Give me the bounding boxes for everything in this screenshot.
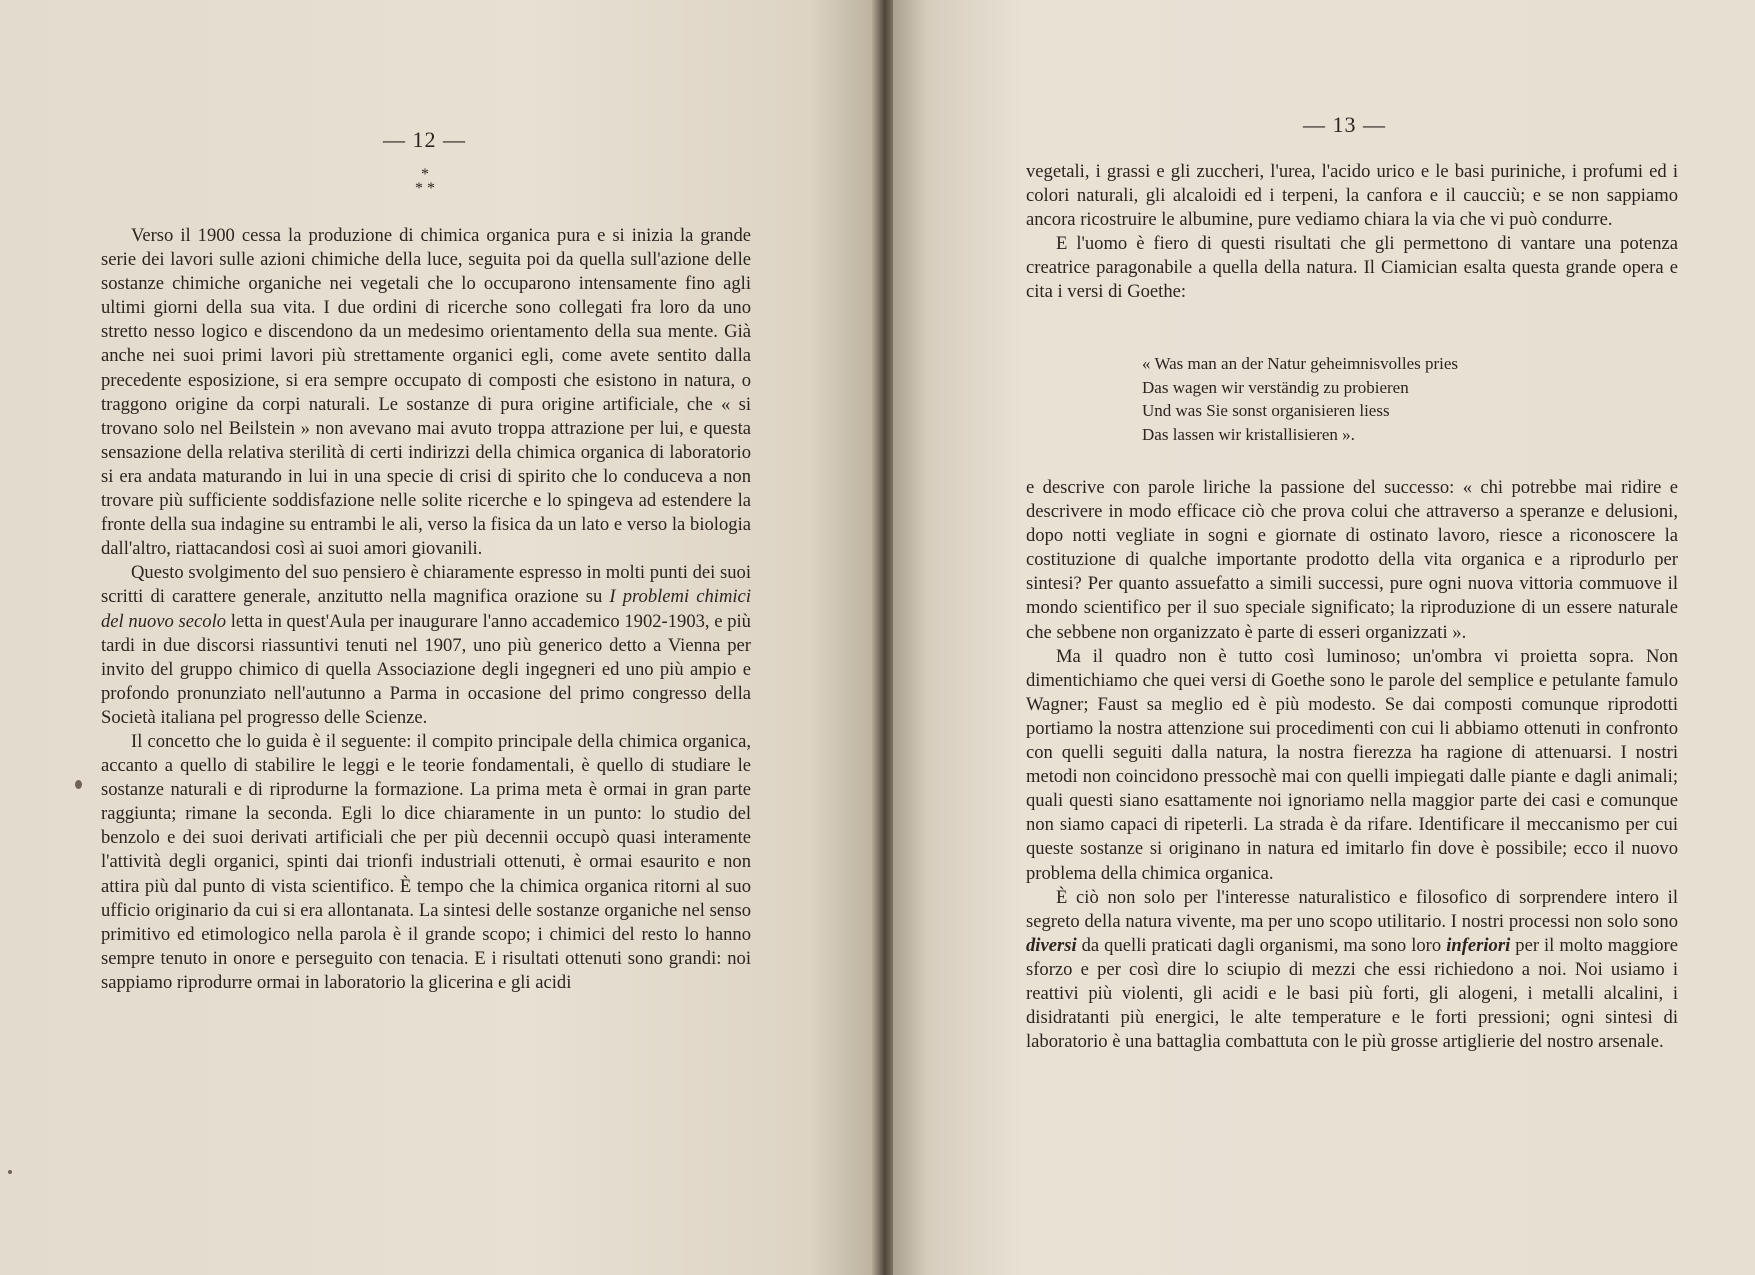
paragraph: e descrive con parole liriche la passione del successo: « chi potrebbe mai ridire e descrivere in modo efficace ciò che prova colui che attraverso a speranze e delusioni, dopo notti vegliate in sogni e giornate di ostinato lavoro, riesce a riconoscere la costituzione di qualche importante prodotto della vita organica e a riprodurlo per sintesi? Per quanto assuefatto a simili successi, pure ogni nuova vittoria commuove il mondo scientifico per il suo speciale significato; la riproduzione di un essere naturale che sebbene non organizzato è parte di esseri organizzati ». (1026, 477, 1678, 643)
right-page-body-top (1026, 160, 1678, 305)
paragraph-text: da quelli praticati dagli organismi, ma sono loro (1081, 934, 1442, 956)
verse-line: Und was Sie sonst organisieren liess (1142, 401, 1390, 420)
paragraph-text: È ciò non solo per l'interesse naturalistico e filosofico di sorprendere intero il segreto della natura vivente, ma per uno scopo utilitario. I nostri processi non solo sono (1026, 886, 1678, 932)
ink-speck (75, 780, 82, 789)
paragraph-text: Questo svolgimento del suo pensiero è chiaramente espresso in molti punti dei suoi scritti di carattere generale, anzitutto nella magnifica orazione su (101, 562, 751, 608)
paragraph: Ma il quadro non è tutto così luminoso; un'ombra vi proietta sopra. Non dimentichiamo che quei versi di Goethe sono le parole del semplice e petulante famulo Wagner; Faust sa meglio ed è più modesto. Se dai composti comunque riprodotti portiamo la nostra attenzione sui procedimenti con cui li abbiamo ottenuti in confronto con quelli seguiti dalla natura, la nostra fierezza ha ragione di attenuarsi. I nostri metodi non coincidono pressochè mai con quelli impiegati dalle piante e dagli animali; quali questi siano esattamente noi ignoriamo nella maggior parte dei casi e comunque non siamo capaci di ripeterli. La strada è da rifare. Identificare il meccanismo per cui queste sostanze si originano in natura ed imitarlo fin dove è possibile; ecco il nuovo problema della chimica organica. (1026, 645, 1678, 884)
paragraph: vegetali, i grassi e gli zuccheri, l'urea, l'acido urico e le basi puriniche, i profumi ed i colori naturali, gli alcaloidi ed i terpeni, la canfora e il caucciù; e se non sappiamo ancora ricostruire le albumine, pure vediamo chiara la via che vi può condurre. (1026, 161, 1678, 231)
paragraph: Il concetto che lo guida è il seguente: il compito principale della chimica organica, accanto a quello di stabilire le leggi e le teorie fondamentali, è quello di studiare le sostanze naturali e di riprodurne la formazione. La prima meta è ormai in gran parte raggiunta; rimane la seconda. Egli lo dice chiaramente in un punto: lo studio del benzolo e dei suoi derivati artificiali che per più decennii occupò quasi interamente l'attività degli organici, spinti dai trionfi industriali ottenuti, è ormai esaurito e non attira più dal punto di vista scientifico. È tempo che la chimica organica ritorni al suo ufficio originario da cui si era allontanata. La sintesi delle sostanze organiche nel senso primitivo ed etimologico nella parola è il grande scopo; i chimici del resto lo hanno sempre tenuto in onore e perseguito con tenacia. E i risultati ottenuti sono grandi: noi sappiamo riprodurre ormai in laboratorio la glicerina e gli acidi (101, 730, 751, 993)
paragraph: E l'uomo è fiero di questi risultati che gli permettono di vantare una potenza creatrice paragonabile a quella della natura. Il Ciamician esalta questa grande opera e cita i versi di Goethe: (1026, 233, 1678, 303)
verse-line: « Was man an der Natur geheimnisvolles pries (1142, 354, 1459, 373)
paragraph: Verso il 1900 cessa la produzione di chimica organica pura e si inizia la grande serie dei lavori sulle azioni chimiche della luce, seguita poi da quella sull'azione delle sostanze chimiche organiche nei vegetali che lo occuparono intensamente fino agli ultimi giorni della sua vita. I due ordini di ricerche sono collegati fra loro da uno stretto nesso logico e discendono da un medesimo orientamento della sua mente. Già anche nei suoi primi lavori più strettamente organici egli, come avete sentito dalla precedente esposizione, si era sempre occupato di composti che esistono in natura, o traggono origine da corpi naturali. Le sostanze di pura origine artificiale, che « si trovano solo nel Beilstein » non avevano mai avuto troppa attrazione per lui, e questa sensazione della relativa sterilità di certi indirizzi della chimica organica di laboratorio si era andata maturando in lui in una specie di crisi di spirito che lo conduceva a non trovare più sufficiente soddisfazione nelle solite ricerche e lo spingeva ad estendere la fronte della sua indagine su entrambi le ali, verso la fisica da un lato e verso la biologia dall'altro, riattacandosi così ai suoi amori giovanili. (101, 225, 751, 560)
goethe-verse (1142, 352, 1562, 446)
paragraph (101, 561, 751, 730)
right-page (893, 0, 1755, 1275)
paragraph-text: letta in quest'Aula per inaugurare l'anno accademico 1902-1903, e più tardi in due discorsi riassuntivi tenuti nel 1907, uno più generico detto a Vienna per invito del gruppo chimico di quella Associazione degli ingegneri ed uno più ampio e profondo pronunziato nell'autunno a Parma in occasione del primo congresso della Società italiana pel progresso delle Scienze. (101, 610, 751, 728)
emphasis-word: diversi (1026, 934, 1077, 956)
cited-title: I problemi chimici del nuovo secolo (101, 586, 751, 632)
section-break-asterisks (405, 168, 445, 208)
paragraph-text: per il molto maggiore sforzo e per così dire lo sciupio di mezzi che essi richiedono a noi. Noi usiamo i reattivi più violenti, gli acidi e le basi più forti, gli alogeni, i metalli alcalini, i disidratanti più energici, le alte temperature e le forti pressioni; ogni sintesi di laboratorio è una battaglia combattuta con le più grosse artiglierie del nostro arsenale. (1026, 934, 1678, 1053)
verse-line: Das wagen wir verständig zu probieren (1142, 377, 1409, 397)
right-page-body-bottom (1026, 476, 1678, 1054)
left-page-body (101, 224, 751, 995)
emphasis-word: inferiori (1446, 934, 1511, 956)
ink-speck (8, 1170, 12, 1174)
verse-line: Das lassen wir kristallisieren ». (1142, 424, 1355, 444)
page-number-right: — 13 — (1303, 112, 1386, 137)
paragraph (1026, 886, 1678, 1055)
asterism-glyph: * * * (415, 166, 435, 197)
page-number-left: — 12 — (383, 127, 466, 152)
